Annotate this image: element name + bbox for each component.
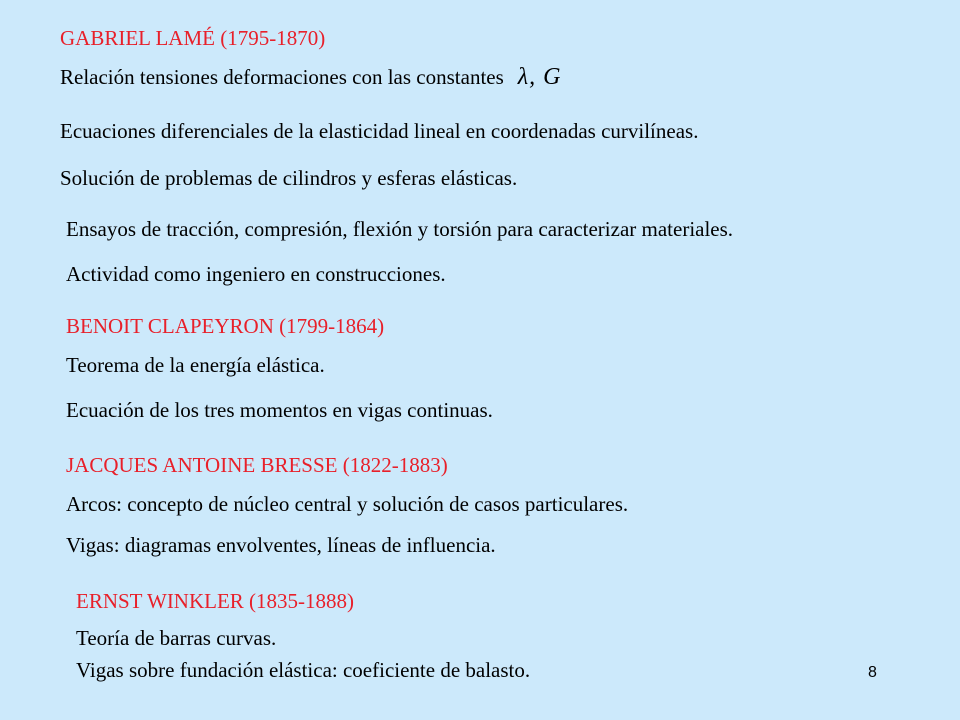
clapeyron-item-three-moments: Ecuación de los tres momentos en vigas continuas. <box>66 398 493 422</box>
lame-item-cylinders: Solución de problemas de cilindros y esferas elásticas. <box>60 166 518 190</box>
bresse-item-arches: Arcos: concepto de núcleo central y solución de casos particulares. <box>66 492 629 516</box>
lame-item-engineer: Actividad como ingeniero en construcciones. <box>66 262 446 286</box>
page-number: 8 <box>868 664 877 681</box>
lame-item-tests: Ensayos de tracción, compresión, flexión y torsión para caracterizar materiales. <box>66 217 734 241</box>
bresse-item-beams: Vigas: diagramas envolventes, líneas de influencia. <box>66 533 496 557</box>
lame-item-constants-text: Relación tensiones deformaciones con las constantes <box>60 65 504 89</box>
winkler-item-elastic-foundation: Vigas sobre fundación elástica: coeficiente de balasto. <box>76 658 531 682</box>
lame-item-equations: Ecuaciones diferenciales de la elasticidad lineal en coordenadas curvilíneas. <box>60 119 699 143</box>
lame-item-constants <box>60 65 562 89</box>
winkler-item-curved-bars: Teoría de barras curvas. <box>76 626 277 650</box>
heading-clapeyron: BENOIT CLAPEYRON (1799-1864) <box>66 314 385 338</box>
heading-bresse: JACQUES ANTOINE BRESSE (1822-1883) <box>66 453 448 477</box>
heading-winkler: ERNST WINKLER (1835-1888) <box>76 589 355 613</box>
heading-lame: GABRIEL LAMÉ (1795-1870) <box>60 26 326 50</box>
clapeyron-item-energy: Teorema de la energía elástica. <box>66 353 325 377</box>
lame-constants-formula: λ, G <box>517 64 562 90</box>
